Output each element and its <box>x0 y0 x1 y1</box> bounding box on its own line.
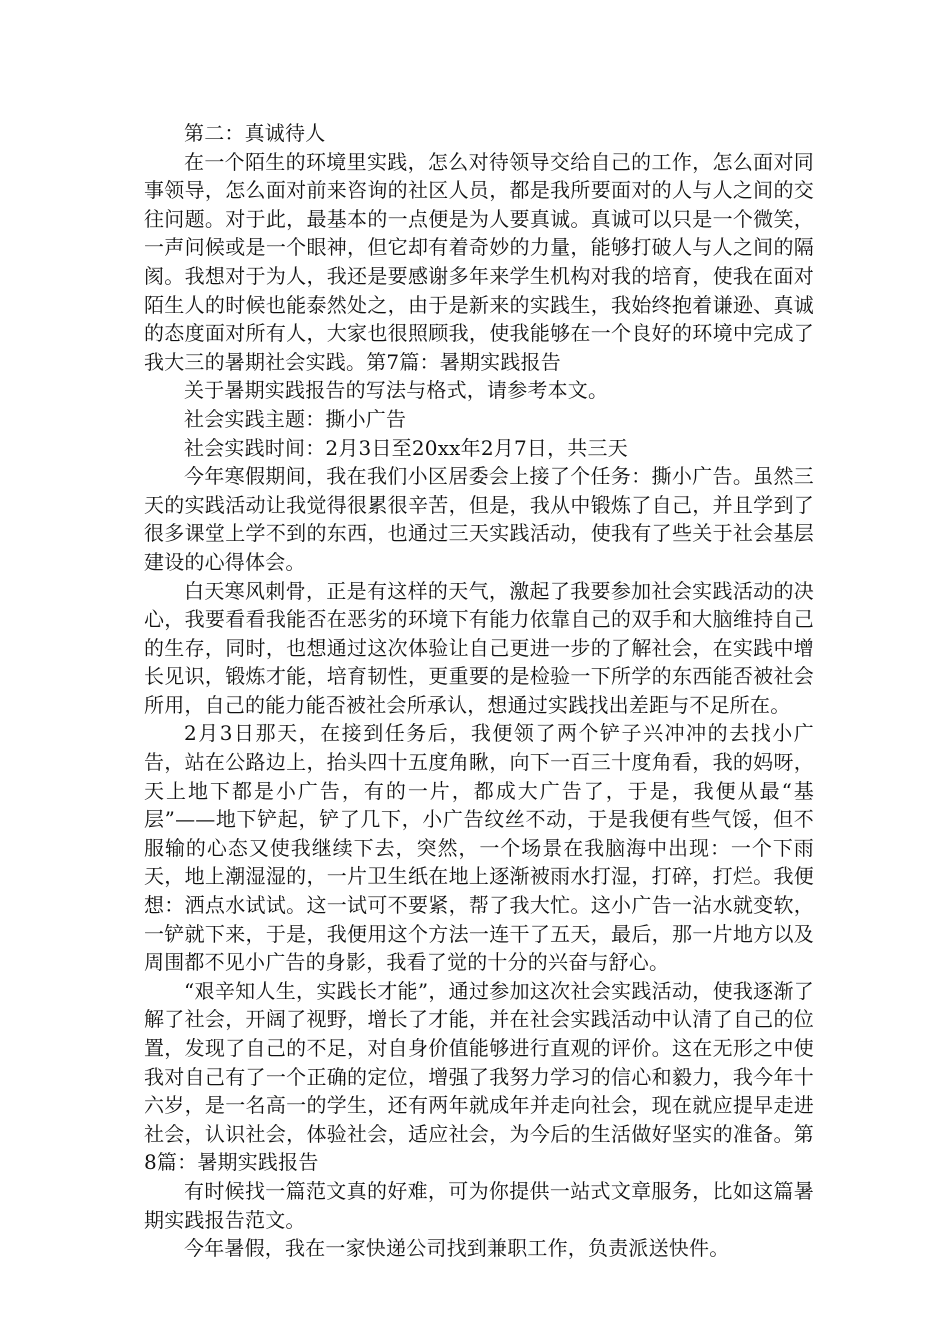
paragraph-theme: 社会实践主题：撕小广告 <box>184 406 407 431</box>
paragraph-courier-job: 今年暑假，我在一家快递公司找到兼职工作，负责派送快件。 <box>184 1236 730 1261</box>
paragraph-motivation: 白天寒风刺骨，正是有这样的天气，激起了我要参加社会实践活动的决心，我要看看我能否在恶劣的环境下有能力依靠自己的双手和大脑维持自己的生存，同时，也想通过这次体验让自己更进一步的了解社会，在实践中增长见识，锻炼才能，培育韧性，更重要的是检验一下所学的东西能否被社会所用，自己的能力能否被社会所承认，想通过实践找出差距与不足所在。 <box>144 578 814 717</box>
document-body <box>144 119 814 1263</box>
paragraph-sample-note: 有时候找一篇范文真的好难，可为你提供一站式文章服务，比如这篇暑期实践报告范文。 <box>144 1178 814 1232</box>
section-heading-sincerity: 第二：真诚待人 <box>184 121 326 145</box>
paragraph-intro: 关于暑期实践报告的写法与格式，请参考本文。 <box>184 378 609 403</box>
paragraph-feb-3: 2月3日那天，在接到任务后，我便领了两个铲子兴冲冲的去找小广告，站在公路边上，抬头四十五度角瞅，向下一百三十度角看，我的妈呀，天上地下都是小广告，有的一片，都成大广告了，于是，我便从最“基层”——地下铲起，铲了几下，小广告纹丝不动，于是我便有些气馁，但不服输的心态又使我继续下去，突然，一个场景在我脑海中出现：一个下雨天，地上潮湿湿的，一片卫生纸在地上逐渐被雨水打湿，打碎，打烂。我便想：洒点水试试。这一试可不要紧，帮了我大忙。这小广告一沾水就变软，一铲就下来，于是，我便用这个方法一连干了五天，最后，那一片地方以及周围都不见小广告的身影，我看了觉的十分的兴奋与舒心。 <box>144 721 814 975</box>
paragraph-time: 社会实践时间：2月3日至20xx年2月7日，共三天 <box>184 435 628 460</box>
paragraph-winter-task: 今年寒假期间，我在我们小区居委会上接了个任务：撕小广告。虽然三天的实践活动让我觉得很累很辛苦，但是，我从中锻炼了自己，并且学到了很多课堂上学不到的东西，也通过三天实践活动，使我有了些关于社会基层建设的心得体会。 <box>144 464 814 574</box>
paragraph-sincerity: 在一个陌生的环境里实践，怎么对待领导交给自己的工作，怎么面对同事领导，怎么面对前来咨询的社区人员，都是我所要面对的人与人之间的交往问题。对于此，最基本的一点便是为人要真诚。真诚可以只是一个微笑，一声问候或是一个眼神，但它却有着奇妙的力量，能够打破人与人之间的隔阂。我想对于为人，我还是要感谢多年来学生机构对我的培育，使我在面对陌生人的时候也能泰然处之，由于是新来的实践生，我始终抱着谦逊、真诚的态度面对所有人，大家也很照顾我，使我能够在一个良好的环境中完成了我大三的暑期社会实践。第7篇：暑期实践报告 <box>144 149 814 374</box>
paragraph-reflection: “艰辛知人生，实践长才能”，通过参加这次社会实践活动，使我逐渐了解了社会，开阔了视野，增长了才能，并在社会实践活动中认清了自己的位置，发现了自己的不足，对自身价值能够进行直观的评价。这在无形之中使我对自己有了一个正确的定位，增强了我努力学习的信心和毅力，我今年十六岁，是一名高一的学生，还有两年就成年并走向社会，现在就应提早走进社会，认识社会，体验社会，适应社会，为今后的生活做好坚实的准备。第8篇：暑期实践报告 <box>144 978 814 1175</box>
